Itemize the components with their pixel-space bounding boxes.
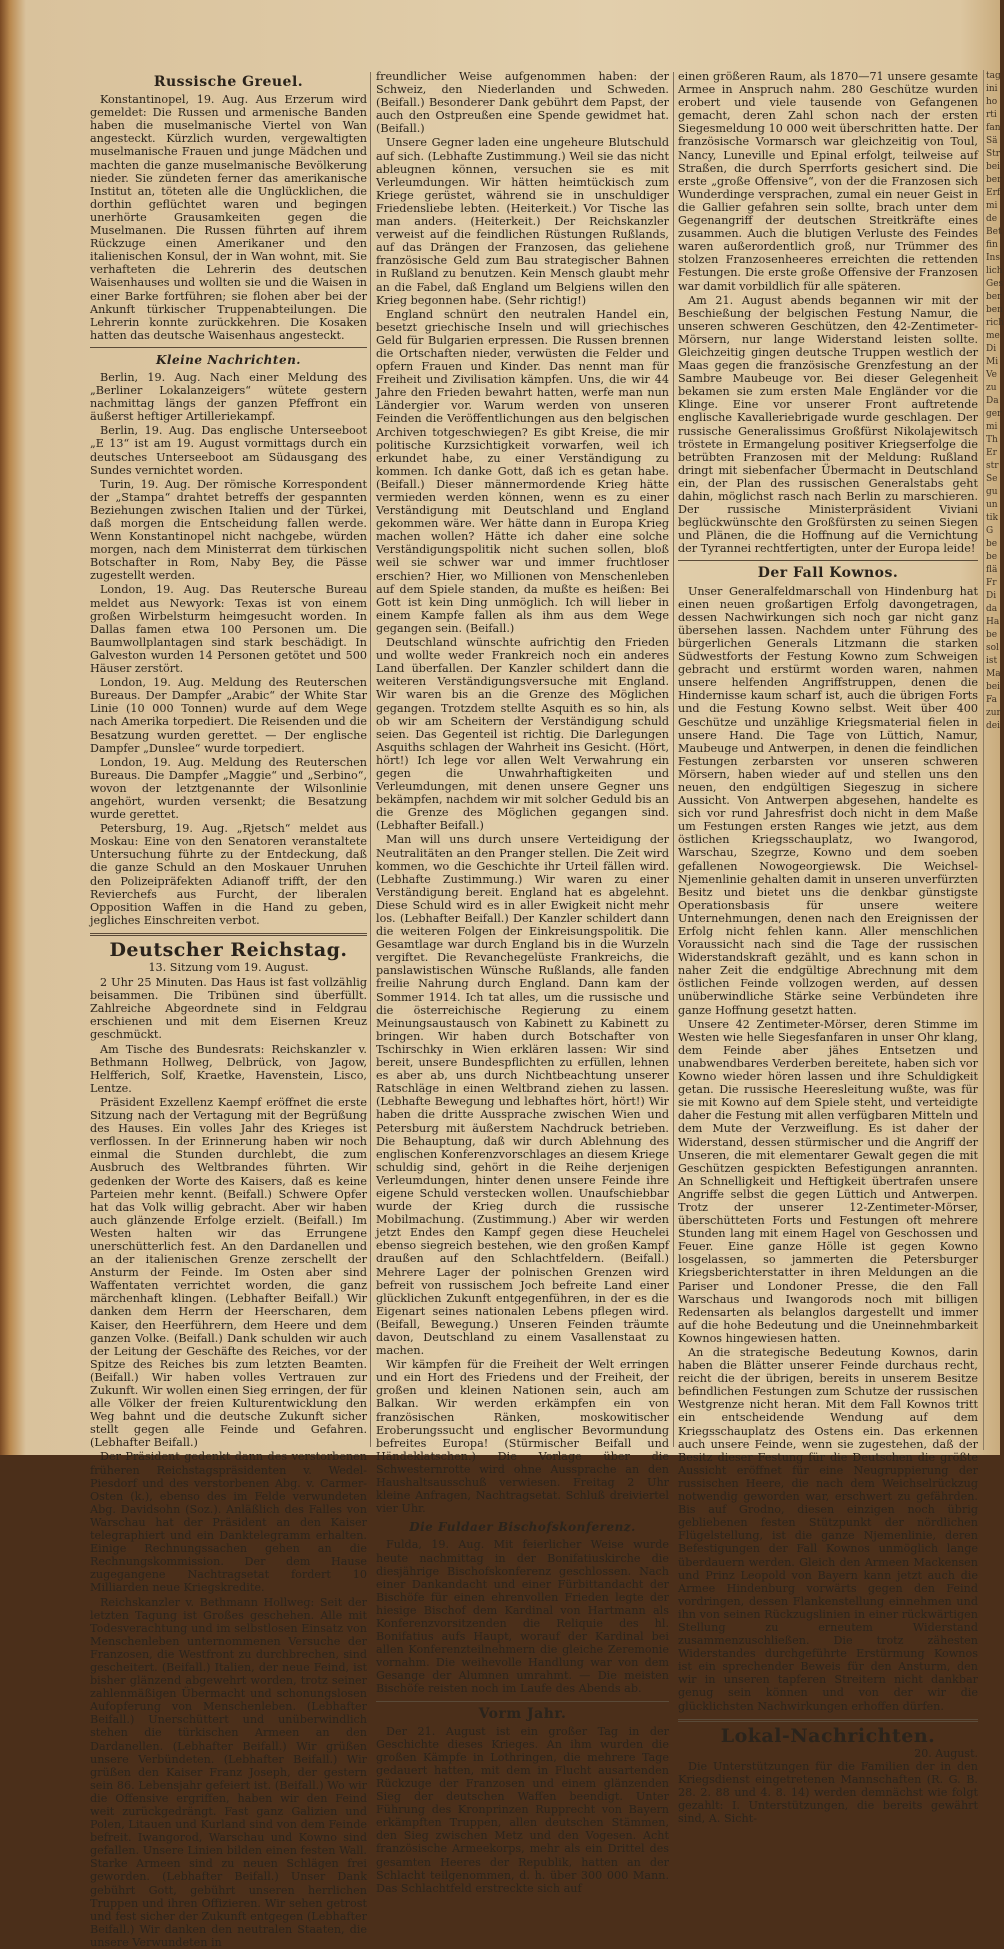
divider — [376, 1701, 669, 1702]
fragment-line: Ve — [986, 369, 1000, 382]
fragment-line: G — [986, 525, 1000, 538]
headline-fuldaer-bischofskonferenz: Die Fuldaer Bischofskonferenz. — [376, 1521, 669, 1534]
article-paragraph: Präsident Exzellenz Kaempf eröffnet die erste Sitzung nach der Vertagung mit der Begrüßung des Hauses. Ein volles Jahr des Krieges ist verflossen. In der Erinnerung haben wir noch einmal die Stunden durchlebt, die zum Ausbruch des Weltbrandes führten. Wir gedenken der Worte des Kaisers, daß es keine Parteien mehr kennt. (Beifall.) Schwere Opfer hat das Volk willig gebracht. Aber wir haben auch glänzende Erfolge erzielt. (Beifall.) Im Westen halten wir das Errungene unerschütterlich fest. An den Dardanellen und an der italienischen Grenze zerschellt der Ansturm der Feinde. Im Osten aber sind Waffentaten verrichtet worden, die ganz märchenhaft klingen. (Lebhafter Beifall.) Wir danken dem Herrn der Heerscharen, dem Kaiser, den Heerführern, dem Heere und dem ganzen Volke. (Beifall.) Dank schulden wir auch der Leitung der Geschäfte des Reiches, vor der Spitze des Reiches bis zum letzten Beamten. (Beifall.) Wir haben volles Vertrauen zur Zukunft. Wir wollen einen Sieg erringen, der für alle Völker der freien Kulturentwicklung den Weg bahnt und die deutsche Zukunft sicher stellt gegen alle Feinde und Gefahren. (Lebhafter Beifall.) — [90, 1096, 367, 1450]
fragment-line: fin — [986, 239, 1000, 252]
fragment-line: flä — [986, 564, 1000, 577]
article-paragraph: An die strategische Bedeutung Kownos, darin haben die Blätter unserer Feinde durchaus recht, reicht die der übrigen, bereits in unserem Besitze befindlichen Festungen zum Schutze der russischen Westgrenze nicht heran. Mit dem Fall Kownos tritt ein entscheidende Wendung auf dem Kriegsschauplatz des Ostens ein. Das erkennen auch unsere Feinde, wenn sie zugestehen, daß der Besitz dieser Festung für die Deutschen die größte Aussicht eröffnet für eine Neugruppierung der russischen Heere, die nach dem Weichselrückzug notwendig geworden war, erschwert zu gefährden. Bis auf Grodno, diesen einzigen noch übrig gebliebenen festen Stützpunkt der nördlichen Flügelstellung, ist die ganze Njemenlinie, deren Befestigungen der Fall Kownos unmöglich lange überdauern werden. Gleich den Armeen Mackensen und Prinz Leopold von Bayern kann jetzt auch die Armee Hindenburg vorwärts gegen den Feind vordringen, dessen Flankenstellung einnehmen und ihn von seinen Rückzugslinien in einer rückwärtigen Stellung zu erneutem Widerstand zusammenzuschließen. Die trotz zähesten Widerstandes durchgeführte Erstürmung Kownos ist ein sprechender Beweis für den Ansturm, den wir in unseren tapferen Streitern nicht dankbar genug sein können und von der wir die glücklichsten Nachwirkungen erhoffen dürfen. — [678, 1346, 978, 1713]
article-paragraph: Der 21. August ist ein großer Tag in der Geschichte dieses Krieges. An ihm wurden die großen Kämpfe in Lothringen, die mehrere Tage gedauert hatten, mit dem in Flucht ausartenden Rückzuge der Franzosen und einem glänzenden Sieg der deutschen Waffen beendigt. Unter Führung des Kronprinzen Rupprecht von Bayern erkämpften Truppen, allen deutschen Stämmen, den Sieg zwischen Metz und den Vogesen. Acht französische Armeekorps, mehr als ein Drittel des gesamten Heeres der Republik, hatten an der Schlacht teilgenommen, d. h. über 300 000 Mann. Das Schlachtfeld erstreckte sich auf — [376, 1725, 669, 1895]
fragment-line: un — [986, 499, 1000, 512]
fragment-line: bei — [986, 681, 1000, 694]
fragment-line: me — [986, 330, 1000, 343]
article-paragraph: einen größeren Raum, als 1870—71 unsere gesamte Armee in Anspruch nahm. 280 Geschütze wurden erobert und viele tausende von Gefangenen gemacht, deren Zahl schon nach der ersten Siegesmeldung 10 000 weit überschritten hatte. Der französische Vormarsch war gleichzeitig von Toul, Nancy, Luneville und Epinal erfolgt, teilweise auf Straßen, die durch Sperrforts gesichert sind. Die erste „große Offensive“, von der die Franzosen sich Wunderdinge versprachen, zumal ein neuer Geist in die Gallier gefahren sein sollte, brach unter dem Gegenangriff der deutschen Streitkräfte eines zusammen. Auch die blutigen Verluste des Feindes waren außerordentlich groß, nur Trümmer des stolzen Franzosenheeres erreichten die rettenden Festungen. Die erste große Offensive der Franzosen war damit vorbildlich für alle späteren. — [678, 70, 978, 293]
fragment-line: zur — [986, 707, 1000, 720]
lokal-header — [678, 1730, 978, 1760]
fragment-line: Se — [986, 473, 1000, 486]
column-rule — [370, 72, 371, 1447]
session-subtitle: 13. Sitzung vom 19. August. — [90, 961, 367, 974]
news-item: Turin, 19. Aug. Der römische Korrespondent der „Stampa“ drahtet betreffs der gespannten Beziehungen zwischen Italien und der Türkei, daß morgen die Entscheidung fallen werde. Wenn Konstantinopel nicht nachgebe, würden morgen, nach dem Ministerrat dem türkischen Botschafter in Rom, Naby Bey, die Pässe zugestellt werden. — [90, 478, 367, 583]
article-paragraph: Die Unterstützungen für die Familien der in den Kriegsdienst eingetretenen Mannschaften (R. G. B. 28. 2. 88 und 4. 8. 14) werden demnächst wie folgt gezahlt: I. Unterstützungen, die bereits gewährt sind, A. Sicht- — [678, 1760, 978, 1825]
fragment-line: rich — [986, 317, 1000, 330]
article-paragraph: Reichskanzler v. Bethmann Hollweg: Seit der letzten Tagung ist Großes geschehen. Alle mit Todesverachtung und im selbstlosen Einsatz von Menschenleben unternommenen Versuche der Franzosen, die Westfront zu durchbrechen, sind gescheitert. (Beifall.) Italien, der neue Feind, ist bisher glänzend abgewehrt worden, trotz seiner zahlenmäßigen Übermacht und schonungslosen Aufopferung von Menschenleben. (Lebhafter Beifall.) Unerschüttert und unüberwindlich stehen die türkischen Armeen an den Dardanellen. (Lebhafter Beifall.) Wir grüßen unsere Verbündeten. (Lebhafter Beifall.) Wir grüßen den Kaiser Franz Joseph, der gestern sein 86. Lebensjahr gefeiert ist. (Beifall.) Wo wir die Offensive ergriffen, haben wir den Feind weit zurückgedrängt. Fast ganz Galizien und Polen, Litauen und Kurland sind von dem Feinde befreit. Iwangorod, Warschau und Kowno sind gefallen. Unsere Linien bilden einen festen Wall. Starke Armeen sind zu neuen Schlägen frei geworden. (Lebhafter Beifall.) Unser Dank gebührt Gott, gebührt unseren herrlichen Truppen und ihren Offizieren. Wir sehen getrost und fest sicher der Zukunft entgegen (Lebhafter Beifall.) Wir danken den neutralen Staaten, die unsere Verwundeten in — [90, 1596, 367, 1949]
news-item: Berlin, 19. Aug. Nach einer Meldung des „Berliner Lokalanzeigers“ wütete gestern nachmittag längs der ganzen Pfeffront ein äußerst heftiger Artilleriekampf. — [90, 371, 367, 423]
fragment-line: de — [986, 213, 1000, 226]
article-paragraph: Konstantinopel, 19. Aug. Aus Erzerum wird gemeldet: Die Russen und armenische Banden haben die muselmanische Viertel von Wan angesteckt. Kürzlich wurden, vergewaltigten muselmanische Frauen und junge Mädchen und machten die ganze muselmanische Bevölkerung nieder. Sie zündeten ferner das amerikanische Institut an, töteten alle die Unglücklichen, die dorthin geflüchtet waren und begingen unerhörte Grausamkeiten gegen die Muselmanen. Die Russen führten auf ihrem Rückzuge einen Amerikaner und den italienischen Konsul, der in Wan wohnt, mit. Sie verhafteten die Lehrerin des deutschen Waisenhauses und wollten sie und die Waisen in einer Barke fortführen; sie flohen aber bei der Ankunft türkischer Truppenabteilungen. Die Lehrerin konnte zurückkehren. Die Kosaken hatten das deutsche Waisenhaus angesteckt. — [90, 93, 367, 342]
fragment-line: ben — [986, 304, 1000, 317]
article-paragraph: Deutschland wünschte aufrichtig den Frieden und wollte weder Frankreich noch ein anderes Land überfallen. Der Kanzler schildert dann die weiteren Verständigungsversuche mit England. Wir waren bis an die Grenze des Möglichen gegangen. Trotzdem stellte Asquith es so hin, als ob wir am Scheitern der Verständigung schuld seien. Das Gegenteil ist richtig. Die Darlegungen Asquiths schlagen der Wahrheit ins Gesicht. (Hört, hört!) Ich lege vor allen Welt Verwahrung ein gegen die Unwahrhaftigkeiten und Verleumdungen, mit denen unsere Gegner uns bekämpfen, nachdem wir mit solcher Geduld bis an die Grenze des Möglichen gegangen sind. (Lebhafter Beifall.) — [376, 636, 669, 832]
column-rule — [673, 72, 674, 1447]
article-paragraph: Fulda, 19. Aug. Mit feierlicher Weise wurde heute nachmittag in der Bonifatiuskirche die diesjährige Bischofskonferenz geschlossen. Nach einer Dankandacht und einer Fürbittandacht der Bischöfe für einen ehrenvollen Frieden legte der hiesige Bischof dem Kardinal von Hartmann als Konferenzvorsitzenden die Reliquie des hl. Bonifatius aufs Haupt, worauf der Kardinal bei allen Konferenzteilnehmern die gleiche Zeremonie vornahm. Die weihevolle Handlung war von dem Gesange der Alumnen umrahmt. — Die meisten Bischöfe reisten noch im Laufe des Abends ab. — [376, 1538, 669, 1695]
column-3 — [678, 70, 978, 1450]
fragment-line: ini — [986, 83, 1000, 96]
article-paragraph: Der Präsident gedenkt dann des verstorbenen früheren Reichstagspräsidenten v. Wedel-Piesdorf und des verstorbenen Abg. v. Carmer-Osten (k.), ebenso des im Felde verwundeten Abg. Davidsohn (Soz.). Anläßlich des Falles von Warschau hat der Präsident an den Kaiser telegraphiert und ein Danktelegramm erhalten. Einige Rechnungssachen gehen an die Rechnungskommission. Der dem Hause zugegangene Nachtragsetat fordert 10 Milliarden neue Kriegskredite. — [90, 1450, 367, 1594]
article-paragraph: freundlicher Weise aufgenommen haben: der Schweiz, den Niederlanden und Schweden. (Beifall.) Besonderer Dank gebührt dem Papst, der auch den Ostpreußen eine Spende gewidmet hat. (Beifall.) — [376, 70, 669, 135]
fragment-line: Ins — [986, 252, 1000, 265]
fragment-line: tik — [986, 512, 1000, 525]
fragment-line: ist — [986, 655, 1000, 668]
fragment-line: Ha — [986, 616, 1000, 629]
news-item: London, 19. Aug. Meldung des Reuterschen Bureaus. Die Dampfer „Maggie“ und „Serbino“, wovon der letztgenannte der Wilsonlinie angehört, wurden versenkt; die Besatzung wurde gerettet. — [90, 756, 367, 821]
divider — [90, 347, 367, 348]
headline-russische-greuel: Russische Greuel. — [90, 76, 367, 89]
fragment-line: dei — [986, 720, 1000, 733]
fragment-line: ho — [986, 96, 1000, 109]
adjacent-column-fragment — [983, 70, 1000, 1450]
fragment-line: be — [986, 629, 1000, 642]
fragment-line: Di — [986, 590, 1000, 603]
fragment-line: ber — [986, 174, 1000, 187]
article-paragraph: Am Tische des Bundesrats: Reichskanzler v. Bethmann Hollweg, Delbrück, von Jagow, Helfferich, Solf, Kraetke, Havenstein, Lisco, Lentze. — [90, 1043, 367, 1095]
divider — [678, 1719, 978, 1722]
fragment-line: Ges — [986, 278, 1000, 291]
article-paragraph: Unsere Gegner laden eine ungeheure Blutschuld auf sich. (Lebhafte Zustimmung.) Weil sie das nicht ableugnen können, versuchen sie es mit Verleumdungen. Wir hätten heimtückisch zum Kriege gerüstet, während sie in unschuldiger Friedensliebe lebten. (Heiterkeit.) Vor Tische las man anders. (Heiterkeit.) Der Reichskanzler verweist auf die feindlichen Rüstungen Rußlands, auf das Drängen der Franzosen, das geliehene französische Geld zum Bau strategischer Bahnen in Rußland zu benutzen. Kein Mensch glaubt mehr an die Fabel, daß England um Belgiens willen den Krieg begonnen habe. (Sehr richtig!) — [376, 136, 669, 306]
article-paragraph: England schnürt den neutralen Handel ein, besetzt griechische Inseln und will griechisches Geld für Bulgarien erpressen. Die Russen brennen die Ortschaften nieder, verwüsten die Felder und opfern Frauen und Kinder. Das nennt man für Freiheit und Zivilisation kämpfen. Uns, die wir 44 Jahre den Frieden bewahrt hatten, werfe man nun Ländergier vor. Warum werden von unseren Feinden die Veröffentlichungen aus den belgischen Archiven totgeschwiegen? Es gibt Kreise, die mir politische Kurzsichtigkeit vorwarfen, weil ich erkundet habe, zu einer Verständigung zu kommen. Ich danke Gott, daß ich es getan habe. (Beifall.) Dieser männermordende Krieg hätte vermieden werden können, wenn es zu einer Verständigung mit Deutschland und England gekommen wäre. Wer hätte dann in Europa Krieg machen wollen? Hätte ich daher eine solche Verständigungspolitik nicht suchen sollen, bloß weil sie schwer war und immer fruchtloser erschien? Hier, wo Millionen von Menschenleben auf dem Spiele standen, da mußte es heißen: Bei Gott ist kein Ding unmöglich. Ich will lieber in einem Kampfe fallen als ihm aus dem Wege gegangen sein. (Beifall.) — [376, 308, 669, 635]
article-paragraph: Am 21. August abends begannen wir mit der Beschießung der belgischen Festung Namur, die unseren schweren Geschützen, den 42-Zentimeter-Mörsern, nur lange Widerstand leisten sollte. Gleichzeitig gingen deutsche Truppen westlich der Maas gegen die französische Grenzfestung an der Sambre Maubeuge vor. Bei dieser Gelegenheit bekamen sie zum ersten Male Engländer vor die Klinge. Eine vor unserer Front auftretende englische Kavalleriebrigade wurde geschlagen. Der russische Generalissimus Großfürst Nikolajewitsch tröstete in Ermangelung positiver Kriegserfolge die betrübten Franzosen mit der Meldung: Rußland dringt mit siebenfacher Übermacht in Deutschland ein, der Plan des russischen Generalstabs geht dahin, möglichst rasch nach Berlin zu marschieren. Der russische Ministerpräsident Viviani beglückwünschte den Großfürsten zu seinen Siegen und Plänen, die die Hoffnung auf die Vernichtung der Tyrannei rechtfertigten, unter der Europa leide! — [678, 294, 978, 556]
fragment-line: be — [986, 551, 1000, 564]
article-paragraph: Wir kämpfen für die Freiheit der Welt erringen und ein Hort des Friedens und der Freiheit, der großen und kleinen Nationen sein, auch am Balkan. Wir werden erkämpfen ein von französischen Ränken, moskowitischer Eroberungssucht und englischer Bevormundung befreites Europa! (Stürmischer Beifall und Händeklatschen.) Die Vorlage über die Schwesternrotte wird ohne Aussprache an den Haushaltsausschuß verwiesen. Freitag 2 Uhr kleine Anfragen, Nachtragsetat. Schluß dreiviertel vier Uhr. — [376, 1358, 669, 1515]
news-item: Petersburg, 19. Aug. „Rjetsch“ meldet aus Moskau: Eine von den Senatoren veranstaltete Untersuchung führte zu der Entdeckung, daß die ganze Schuld an den Moskauer Unruhen den Polizeipräfekten Adianoff trifft, der den Revierchefs aus Furcht, der liberalen Opposition Waffen in die Hand zu geben, jegliches Einschreiten verbot. — [90, 822, 367, 927]
fragment-line: mi — [986, 421, 1000, 434]
column-1 — [90, 70, 367, 1450]
fragment-line: Da — [986, 395, 1000, 408]
news-item: London, 19. Aug. Meldung des Reuterschen Bureaus. Der Dampfer „Arabic“ der White Star Linie (10 000 Tonnen) wurde auf dem Wege nach Amerika torpediert. Die Reisenden und die Besatzung wurden gerettet. — Der englische Dampfer „Dunslee“ wurde torpediert. — [90, 676, 367, 755]
fragment-line: lich — [986, 265, 1000, 278]
fragment-line: zu — [986, 382, 1000, 395]
article-paragraph: Man will uns durch unsere Verteidigung der Neutralitäten an den Pranger stellen. Die Zeit wird kommen, wo die Geschichte ihr Urteil fällen wird. (Lebhafte Zustimmung.) Wir waren zu einer Verständigung bereit. England hat es abgelehnt. Diese Schuld wird es in aller Ewigkeit nicht mehr los. (Lebhafter Beifall.) Der Kanzler schildert dann die weiteren Folgen der Einkreisungspolitik. Die Gesamtlage war durch England bis in die Wurzeln vergiftet. Die Revanchegelüste Frankreichs, die panslawistischen Wünsche Rußlands, alle fanden freilie Nahrung durch England. Dann kam der Sommer 1914. Ich tat alles, um die russische und die österreichische Regierung zu einem Meinungsaustausch von Kabinett zu Kabinett zu bringen. Wir haben durch Botschafter von Tschirschky in Wien erklären lassen: Wir sind bereit, unsere Bundespflichten zu erfüllen, lehnen es aber ab, uns durch Nichtbeachtung unserer Ratschläge in einen Weltbrand ziehen zu lassen. (Lebhafte Bewegung und lebhaftes hört, hört!) Wir haben die dritte Aussprache zwischen Wien und Petersburg mit äußerstem Nachdruck betrieben. Die Behauptung, daß wir durch Ablehnung des englischen Konferenzvorschlages an diesem Kriege schuldig sind, gehört in die Reihe derjenigen Verleumdungen, hinter denen unsere Feinde ihre eigene Schuld verstecken wollen. Unaufschiebbar wurde der Krieg durch die russische Mobilmachung. (Zustimmung.) Aber wir werden jetzt Endes den Kampf gegen diese Heuchelei ebenso siegreich bestehen, wie den großen Kampf draußen auf den Schlachtfeldern. (Beifall.) Mehrere Lager der polnischen Grenzen wird befreit von russischem Joch befreite Land einer glücklichen Zukunft entgegenführen, in der es die Eigenart seines nationalen Lebens pflegen wird. (Beifall, Bewegung.) Unseren Feinden träumte davon, Deutschland zu einem Vasallenstaat zu machen. — [376, 833, 669, 1357]
fragment-line: ber — [986, 291, 1000, 304]
article-paragraph: Unsere 42 Zentimeter-Mörser, deren Stimme im Westen wie helle Siegesfanfaren in unser Ohr klang, dem Feinde aber jähes Entsetzen und unabwendbares Verderben bereitete, haben sich vor Kowno wieder hören lassen und ihre Schuldigkeit getan. Die russische Heeresleitung wußte, was für sie mit Kowno auf dem Spiele steht, und verteidigte daher die Festung mit allen verfügbaren Mitteln und dem Mute der Verzweiflung. Es ist daher der Widerstand, dessen stürmischer und die Angriff der Unseren, die mit elementarer Gewalt gegen die mit Geschützen gespickten Befestigungen anrannten. An Schnelligkeit und Heftigkeit übertrafen unsere Angriffe selbst die gegen Lüttich und Antwerpen. Trotz der unserer 12-Zentimeter-Mörser, überschütteten Forts und Festungen oft mehrere Stunden lang mit einem Hagel von Geschossen und Feuer. Eine ganze Hölle ist gegen Kowno losgelassen, so jammerten die Petersburger Kriegsberichterstatter in ihren Meldungen an die Pariser und Londoner Presse, die den Fall Warschaus und Iwangorods noch mit billigen Redensarten als belanglos dargestellt und immer auf die hohe Bedeutung und die Uneinnehmbarkeit Kownos hingewiesen hatten. — [678, 1018, 978, 1345]
fragment-line: ger — [986, 408, 1000, 421]
fragment-line: be — [986, 538, 1000, 551]
fragment-line: fan — [986, 122, 1000, 135]
fragment-line: rti — [986, 109, 1000, 122]
divider — [90, 933, 367, 936]
fragment-line: sol — [986, 642, 1000, 655]
fragment-line: tag — [986, 70, 1000, 83]
headline-der-fall-kownos: Der Fall Kownos. — [678, 567, 978, 580]
news-item: Berlin, 19. Aug. Das englische Unterseeboot „E 13“ ist am 19. August vormittags durch ein deutsches Unterseeboot am Südausgang des Sundes vernichtet worden. — [90, 424, 367, 476]
fragment-line: bei — [986, 161, 1000, 174]
headline-deutscher-reichstag: Deutscher Reichstag. — [90, 944, 367, 957]
fragment-line: da — [986, 603, 1000, 616]
dateline: 20. August. — [678, 1747, 978, 1760]
fragment-line: Er — [986, 447, 1000, 460]
fragment-line: mi — [986, 200, 1000, 213]
fragment-line: Mi — [986, 356, 1000, 369]
article-paragraph: Unser Generalfeldmarschall von Hindenburg hat einen neuen großartigen Erfolg davongetragen, dessen Nachwirkungen sich noch gar nicht ganz übersehen lassen. Nachdem unter Führung des bürgerlichen Generals Litzmann die starken Südwestforts der Festung Kowno zum Schweigen gebracht und erstürmt worden waren, nahmen unsere helfenden Angriffstruppen, denen die Hindernisse kaum scharf ist, auch die übrigen Forts und die Festung Kowno selbst. Weit über 400 Geschütze und unzählige Kriegsmaterial fielen in unsere Hand. Die Tage von Lüttich, Namur, Maubeuge und Antwerpen, in denen die feindlichen Festungen zerbarsten vor unseren schweren Mörsern, haben wieder auf und stellen uns den neuen, den endgültigen Siegeszug in sichere Aussicht. Von Antwerpen abgesehen, handelte es sich vor rund Jahresfrist doch nicht in dem Maße um Festungen ersten Ranges wie jetzt, aus dem östlichen Kriegsschauplatz, wo Iwangorod, Warschau, Szegrze, Kowno und dem soeben gefallenen Nowogeorgiewsk. Die Weichsel-Njemenlinie gehalten damit in unseren unverfürzten Besitz und bietet uns die denkbar günstigste Operationsbasis für unsere weitere Unternehmungen, denen nach den Ereignissen der Erfolg nicht fehlen kann. Aller menschlichen Voraussicht nach sind die Tage der russischen Widerstandskraft gezählt, und es kann schon in naher Zeit die endgültige Abrechnung mit dem östlichen Feinde vollzogen werden, auf dessen unüberwindliche Stärke seine Verbündeten ihre ganze Hoffnung gesetzt hatten. — [678, 585, 978, 1017]
fragment-line: Erf — [986, 187, 1000, 200]
article-paragraph: 2 Uhr 25 Minuten. Das Haus ist fast vollzählig beisammen. Die Tribünen sind überfüllt. Zahlreiche Abgeordnete sind in Feldgrau erschienen und mit dem Eisernen Kreuz geschmückt. — [90, 976, 367, 1041]
fragment-line: gu — [986, 486, 1000, 499]
fragment-line: Ma — [986, 668, 1000, 681]
fragment-line: Str — [986, 148, 1000, 161]
news-item: London, 19. Aug. Das Reutersche Bureau meldet aus Newyork: Texas ist von einem großen Wirbelsturm heimgesucht worden. In Dallas famen etwa 100 Personen um. Die Baumwollplantagen sind stark beschädigt. In Galveston wurden 14 Personen getötet und 500 Häuser zerstört. — [90, 583, 367, 675]
headline-lokal-nachrichten: Lokal-Nachrichten. — [678, 1730, 978, 1743]
fragment-line: str — [986, 460, 1000, 473]
fragment-line: Fr — [986, 577, 1000, 590]
divider — [678, 560, 978, 561]
fragment-line: Sä — [986, 135, 1000, 148]
fragment-line: Bet — [986, 226, 1000, 239]
fragment-line: Fa — [986, 694, 1000, 707]
headline-vorm-jahr: Vorm Jahr. — [376, 1708, 669, 1721]
column-2 — [376, 70, 669, 1450]
headline-kleine-nachrichten: Kleine Nachrichten. — [90, 354, 367, 367]
fragment-line: Th — [986, 434, 1000, 447]
fragment-line: Di — [986, 343, 1000, 356]
